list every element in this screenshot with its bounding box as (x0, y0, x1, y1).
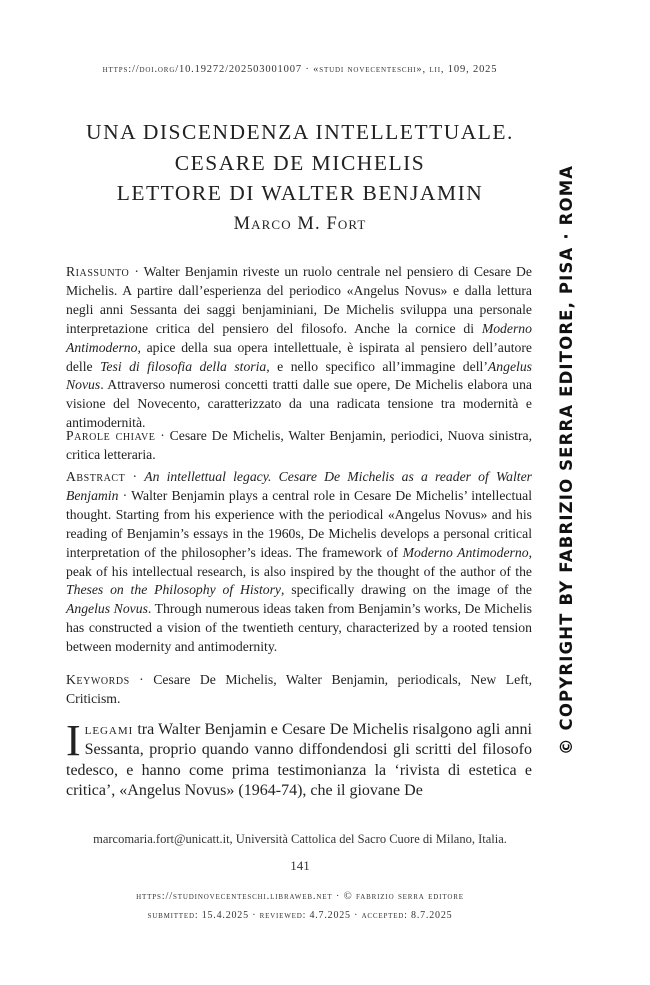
keywords-paragraph (66, 671, 532, 709)
separator: · (118, 487, 132, 503)
riassunto-label: Riassunto (66, 264, 130, 279)
running-header: https://doi.org/10.19272/202503001007 · «studi novecenteschi», lii, 109, 2025 (102, 64, 498, 75)
article-title (0, 117, 600, 209)
parole-chiave-label: Parole chiave (66, 428, 156, 443)
vertical-copyright-notice: © COPYRIGHT BY FABRIZIO SERRA EDITORE, PISA · ROMA (557, 164, 576, 755)
body-smallcaps-word: legami (84, 721, 134, 738)
riassunto-italic: Tesi di filosofia della storia (100, 358, 267, 374)
riassunto-paragraph (66, 263, 532, 433)
abstract-italic: Angelus Novus (66, 601, 148, 617)
abstract-text: , peak of his intellectual research, is also inspired by the thought of the author of the (66, 544, 532, 579)
riassunto-text: , apice della sua opera intellettuale, è ispirata al pensiero dell’autore delle (66, 339, 532, 374)
separator: · (155, 428, 170, 443)
riassunto-text: Walter Benjamin riveste un ruolo centrale nel pensiero di Cesare De Michelis. A partire dall’esperienza del periodico «Angelus Novus» e dalla lettura negli anni Sessanta dei saggi benjaminiani, De Michelis sviluppa una personale interpretazione critica del pensiero del filosofo. Anche la cornice di (66, 264, 533, 336)
separator: · (129, 672, 154, 687)
separator: · (129, 264, 144, 279)
author-affiliation-footnote: marcomaria.fort@unicatt.it, Università Cattolica del Sacro Cuore di Milano, Italia. (93, 832, 507, 846)
riassunto-text: . Attraverso numerosi concetti tratti dalle sue opere, De Michelis elabora una visione del Novecento, caratterizzato da una radicata tensione tra modernità e antimodernità. (66, 377, 532, 431)
abstract-text: . Through numerous ideas taken from Benjamin’s works, De Michelis has constructed a vision of the twentieth century, characterized by a rooted tension between modernity and antimodernity. (66, 601, 532, 655)
footer-url-line: https://studinovecenteschi.libraweb.net · © fabrizio serra editore (136, 891, 464, 902)
footer-dates-line: submitted: 15.4.2025 · reviewed: 4.7.2025 · accepted: 8.7.2025 (147, 910, 453, 921)
parole-chiave-paragraph (66, 427, 532, 465)
abstract-italic: Moderno Antimoderno (402, 544, 529, 560)
abstract-label: Abstract (66, 469, 126, 484)
body-paragraph (66, 716, 532, 802)
abstract-paragraph (66, 468, 532, 657)
abstract-italic: Theses on the Philosophy of History (66, 582, 282, 598)
parole-chiave-text: Cesare De Michelis, Walter Benjamin, periodici, Nuova sinistra, critica letteraria. (66, 428, 532, 462)
title-line-1: UNA DISCENDENZA INTELLETTUALE. (86, 120, 514, 144)
abstract-english-title: An intellettual legacy. Cesare De Michelis as a reader of Walter Benjamin (66, 469, 532, 503)
riassunto-italic: Moderno Antimoderno (66, 320, 532, 355)
abstract-text: Walter Benjamin plays a central role in Cesare De Michelis’ intellectual thought. Starting from his experience with the periodical «Angelus Novus» and his reading of Benjamin’s essays in the 1960s, De Michelis develops a personal critical interpretation of the philosopher’s ideas. The framework of (66, 487, 533, 560)
drop-cap: I (66, 716, 81, 765)
body-text: tra Walter Benjamin e Cesare De Michelis risalgono agli anni Sessanta, proprio quando vanno diffondendosi gli scritti del filosofo tedesco, e hanno come prima testimonianza la ‘rivista di estetica e critica’, «Angelus Novus» (1964-74), che il giovane De (66, 721, 532, 800)
separator: · (125, 469, 145, 484)
title-line-3: LETTORE DI WALTER BENJAMIN (116, 181, 484, 205)
riassunto-italic: Angelus Novus (66, 358, 532, 393)
riassunto-text: , e nello specifico all’immagine dell’ (266, 358, 488, 374)
author-name: Marco M. Fort (233, 214, 367, 234)
keywords-label: Keywords (66, 672, 130, 687)
abstract-text: , specifically drawing on the image of the (281, 582, 533, 598)
page-number: 141 (290, 858, 310, 873)
keywords-text: Cesare De Michelis, Walter Benjamin, periodicals, New Left, Criticism. (66, 672, 532, 706)
title-line-2: CESARE DE MICHELIS (174, 150, 426, 175)
